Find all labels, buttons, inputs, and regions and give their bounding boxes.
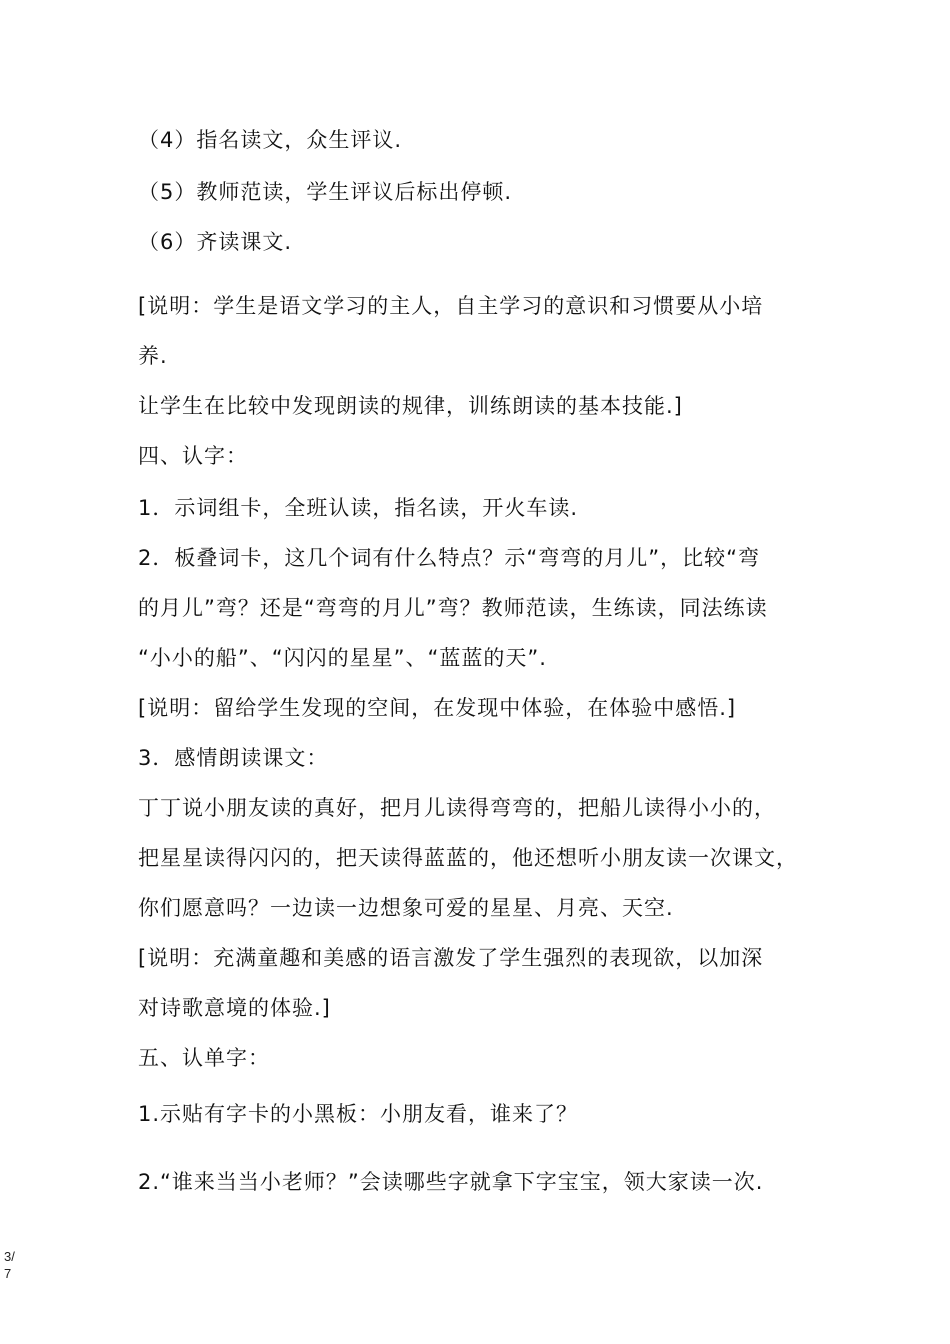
text-line-6: 让学生在比较中发现朗读的规律，训练朗读的基本技能.] bbox=[138, 394, 683, 418]
text-line-19: 五、认单字： bbox=[138, 1046, 270, 1070]
text-line-7: 四、认字： bbox=[138, 444, 248, 468]
text-line-20: 1.示贴有字卡的小黑板：小朋友看，谁来了？ bbox=[138, 1102, 579, 1126]
text-line-4: [说明：学生是语文学习的主人，自主学习的意识和习惯要从小培 bbox=[138, 294, 764, 318]
text-line-9: 2．板叠词卡，这几个词有什么特点？示“弯弯的月儿”，比较“弯 bbox=[138, 546, 760, 570]
text-line-1: （4）指名读文，众生评议. bbox=[138, 128, 403, 152]
text-line-8: 1．示词组卡，全班认读，指名读，开火车读. bbox=[138, 496, 579, 520]
text-line-17: [说明：充满童趣和美感的语言激发了学生强烈的表现欲，以加深 bbox=[138, 946, 764, 970]
text-line-11: “小小的船”、“闪闪的星星”、“蓝蓝的天”. bbox=[138, 646, 547, 670]
text-line-3: （6）齐读课文. bbox=[138, 230, 293, 254]
text-line-13: 3．感情朗读课文： bbox=[138, 746, 329, 770]
text-line-16: 你们愿意吗？一边读一边想象可爱的星星、月亮、天空. bbox=[138, 896, 674, 920]
page-number: 3/7 bbox=[4, 1249, 15, 1281]
text-line-18: 对诗歌意境的体验.] bbox=[138, 996, 331, 1020]
text-line-5: 养. bbox=[138, 344, 168, 368]
text-line-2: （5）教师范读，学生评议后标出停顿. bbox=[138, 180, 513, 204]
text-line-15: 把星星读得闪闪的，把天读得蓝蓝的，他还想听小朋友读一次课文， bbox=[138, 846, 798, 870]
text-line-21: 2.“谁来当当小老师？”会读哪些字就拿下字宝宝，领大家读一次. bbox=[138, 1170, 764, 1194]
text-line-12: [说明：留给学生发现的空间，在发现中体验，在体验中感悟.] bbox=[138, 696, 737, 720]
text-line-10: 的月儿”弯？还是“弯弯的月儿”弯？教师范读，生练读，同法练读 bbox=[138, 596, 768, 620]
text-line-14: 丁丁说小朋友读的真好，把月儿读得弯弯的，把船儿读得小小的， bbox=[138, 796, 776, 820]
